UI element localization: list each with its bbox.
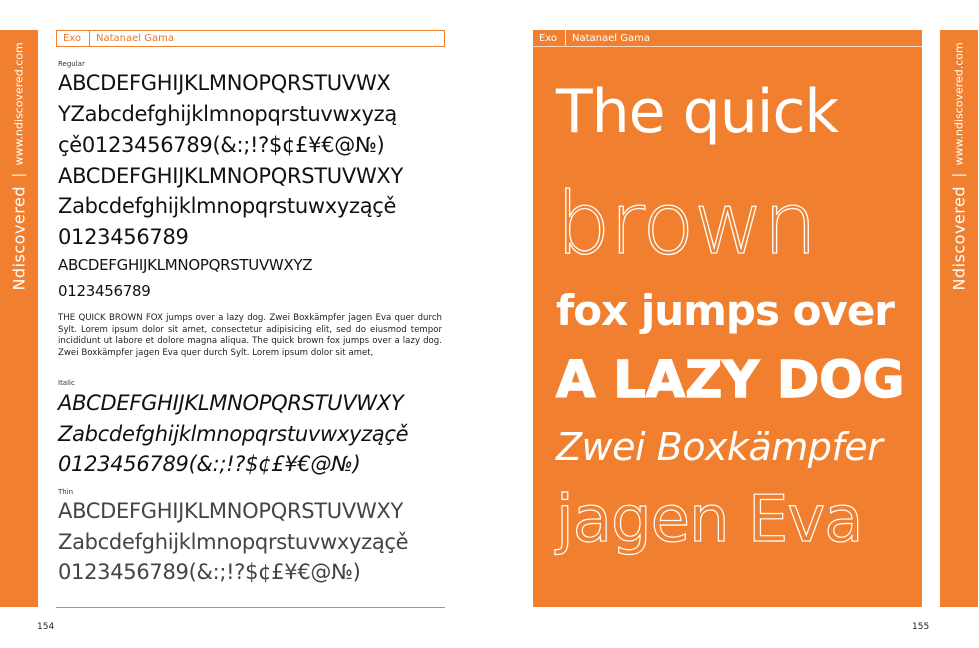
- specimen-line-fox-jumps: fox jumps over: [556, 286, 895, 335]
- left-bottom-rule: [56, 607, 445, 608]
- thin-line-2: Zabcdefghijklmnopqrstuvwxyząçě: [58, 530, 409, 554]
- thin-line-1: ABCDEFGHIJKLMNOPQRSTUVWXY: [58, 499, 404, 523]
- right-side-tab-text: [950, 42, 969, 291]
- regular-line-1: ABCDEFGHIJKLMNOPQRSTUVWX: [58, 71, 391, 95]
- side-brand-label-right: Ndiscovered: [949, 186, 969, 291]
- regular-small-line-2: 0123456789: [58, 282, 151, 300]
- regular-line-4: ABCDEFGHIJKLMNOPQRSTUVWXY: [58, 164, 404, 188]
- body-paragraph: THE QUICK BROWN FOX jumps over a lazy dog. Zwei Boxkämpfer jagen Eva quer durch Sylt. Lorem ipsum dolor sit amet, consectetur adipisicing elit, sed do eiusmod tempor incididunt ut labore et dolore magna aliqua. The quick brown fox jumps over a lazy dog. Zwei Boxkämpfer jagen Eva quer durch Sylt. Lorem ipsum dolor sit amet,: [58, 313, 442, 358]
- specimen-line-brown: brown: [556, 174, 817, 274]
- regular-small-line-1: ABCDEFGHIJKLMNOPQRSTUVWXYZ: [58, 256, 313, 274]
- specimen-line-zwei-boxkampfer: Zwei Boxkämpfer: [556, 425, 883, 469]
- left-page-number: 154: [37, 622, 55, 632]
- right-page-number: 155: [912, 622, 930, 632]
- specimen-line-jagen-eva: jagen Eva: [556, 483, 863, 557]
- regular-line-3: çě0123456789(&:;!?$¢£¥€@№): [58, 133, 385, 157]
- right-side-tab: [940, 30, 978, 607]
- italic-line-3: 0123456789(&:;!?$¢£¥€@№): [58, 452, 361, 476]
- italic-label: Italic: [58, 379, 75, 387]
- header-font-name-right: Exo: [533, 30, 566, 46]
- header-font-name: Exo: [57, 31, 90, 46]
- specimen-line-lazy-dog: A LAZY DOG: [556, 351, 905, 410]
- regular-line-6: 0123456789: [58, 225, 189, 249]
- side-separator-right: |: [951, 173, 967, 179]
- thin-line-3: 0123456789(&:;!?$¢£¥€@№): [58, 560, 361, 584]
- italic-line-1: ABCDEFGHIJKLMNOPQRSTUVWXY: [58, 391, 404, 415]
- regular-line-2: YZabcdefghijklmnopqrstuvwxyzą: [58, 102, 397, 126]
- side-separator: |: [11, 173, 27, 179]
- left-side-tab: [0, 30, 38, 607]
- side-brand-label: Ndiscovered: [9, 186, 29, 291]
- regular-label: Regular: [58, 60, 85, 68]
- right-page-header: [533, 30, 922, 47]
- italic-line-2: Zabcdefghijklmnopqrstuvwxyząçě: [58, 422, 409, 446]
- side-url-label: www.ndiscovered.com: [12, 42, 26, 166]
- left-page-header: [56, 30, 445, 47]
- header-designer-right: Natanael Gama: [572, 32, 650, 44]
- specimen-line-the-quick: The quick: [556, 77, 839, 147]
- regular-line-5: Zabcdefghijklmnopqrstuwxyząçě: [58, 194, 397, 218]
- side-url-label-right: www.ndiscovered.com: [952, 42, 966, 166]
- left-side-tab-text: [10, 42, 29, 291]
- thin-label: Thin: [58, 488, 74, 496]
- header-designer: Natanael Gama: [96, 33, 174, 44]
